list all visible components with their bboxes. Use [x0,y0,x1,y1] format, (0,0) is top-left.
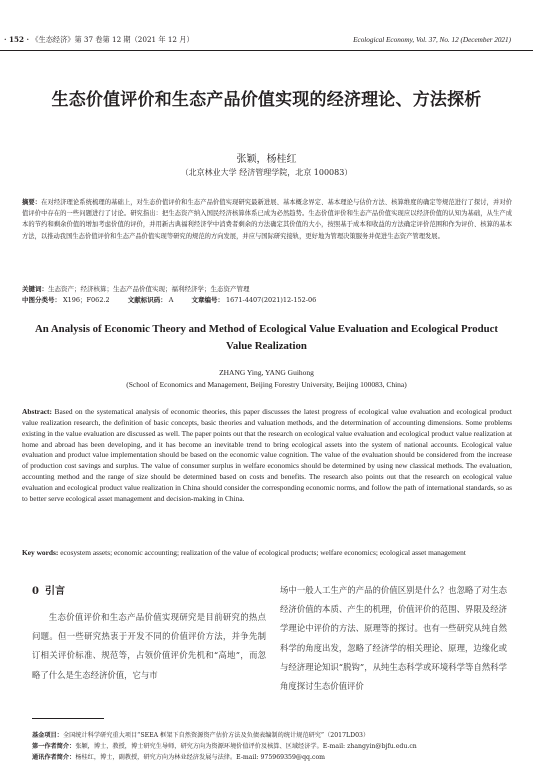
keywords-en [22,548,512,559]
keywords-cn [22,284,512,295]
abstract-en [22,407,512,505]
abstract-cn-text: 在对经济理论系统梳理的基础上，对生态价值评价和生态产品价值实现研究最新进展、基本概念界定、基本理论与估价方法、核算维度的确定等规范进行了探讨，并对价值评价中存在的一些问题进行了讨论。研究指出：把生态资产纳入国民经济核算体系已成为必然趋势。生态价值评价和生态产品价值实现应以经济价值的认知为基础，从生产成本的节约和剩余价值的增加考虑价值的评价，并用新古典福利经济学中消费者剩余的方法确定其价值的大小，按照基于成本和收益的方法确定评价范围和作为评价、核算的基本方法，以推动我国生态价值评价和生态产品价值实现等研究的规范的方向发展，并应与国际研究接轨，更好地为管理决策服务并促进生态资产管理发展。 [22,199,513,240]
article-no-value: 1671-4407(2021)12-152-06 [226,296,317,304]
body-column-right [280,581,507,696]
header-rule [0,50,533,51]
keywords-en-text: ecosystem assets; economic accounting; realization of the value of ecological products; welfare economics; ecological asset management [60,548,466,557]
doc-code-label: 文献标识码： [127,296,167,304]
journal-issue-en: Ecological Economy, Vol. 37, No. 12 (December 2021) [353,36,511,44]
section-heading [32,584,266,600]
first-author-text: 张颖，博士，教授，博士研究生导师，研究方向为资源环境价值评价及核算、区域经济学。E-mail: zhangyin@bjfu.edu.cn [75,743,417,750]
abstract-cn-label: 摘要： [22,199,42,206]
fund-label: 基金项目： [32,732,63,739]
title-en: An Analysis of Economic Theory and Method of Ecological Value Evaluation and Ecological Product Value Realization [34,323,498,352]
title-cn: 生态价值评价和生态产品价值实现的经济理论、方法探析 [51,90,482,110]
abstract-cn [22,197,512,242]
page-number: · 152 · [4,35,30,44]
corr-author-text: 杨桂红，博士，副教授，研究方向为林业经济发展与法律。E-mail: 975969359@qq.com [75,754,326,761]
body-paragraph-right: 场中一般人工生产的产品的价值区别是什么？也忽略了对生态经济价值的本质、产生的机理，价值评价的范围、界限及经济学理论中评价的方法、原理等的探讨。也有一些研究从纯自然科学的角度出发，忽略了经济学的相关理论、原理，边缘化或与经济理论知识“脱钩”，从纯生态科学或环境科学等自然科学角度探讨生态价值评价 [280,585,507,692]
keywords-cn-text: 生态资产；经济核算；生态产品价值实现；福利经济学；生态资产管理 [48,285,250,293]
body-column-left [32,584,266,693]
keywords-en-label: Key words: [22,548,59,557]
affiliation-cn: （北京林业大学 经济管理学院，北京 100083） [180,168,353,177]
clc-value: X196；F062.2 [63,296,110,304]
footnote-fund [32,731,522,741]
section-number: 0 [32,586,39,597]
affiliation-en: (School of Economics and Management, Beijing Forestry University, Beijing 100083, China) [126,380,407,389]
running-header [0,33,533,47]
first-author-label: 第一作者简介： [32,743,76,750]
authors-en: ZHANG Ying, YANG Guihong [219,368,314,377]
article-no-label: 文章编号： [191,296,225,304]
authors-cn: 张颖，杨桂红 [236,154,297,165]
footnote-first-author [32,742,522,752]
section-title: 引言 [44,586,65,597]
footnote-corresponding-author [32,753,522,763]
abstract-en-text: Based on the systematical analysis of economic theories, this paper discusses the latest progress of ecological value evaluation and ecological product value realization research, the definition of basic concepts, basic theories and valuation methods, and the determination of accounting dimensions. Some problems existing in the value evaluation are discussed as well. The paper points out that the research on ecological value evaluation and ecological product value realization at home and abroad has been developing, and it has become an inevitable trend to bring ecological assets into the system of national accounts. Ecological value evaluation and product value implementation should be based on the economic value cognition. The value of the evaluation should be considered from the increase of production cost savings and surplus. The value of consumer surplus in welfare economics should be determined by using new classical methods. The evaluation, accounting method and the range of size should be determined based on costs and benefits. The research also points out that the research on ecological value evaluation and ecological product value realization in China should consider the corresponding economic norms, and follow the path of international standards, so as to better serve ecological asset management and decision-making in China. [22,407,512,503]
footnote-rule [32,718,104,719]
classification-line [22,295,512,306]
keywords-cn-label: 关键词： [22,285,48,293]
journal-issue-cn: 《生态经济》第 37 卷第 12 期（2021 年 12 月） [31,35,194,44]
fund-text: 全国统计科学研究重大项目“SEEA 框架下自然资源资产估价方法及负债表编制的统计规范研究”（2017LD03） [62,732,370,739]
abstract-en-label: Abstract: [22,407,52,416]
clc-label: 中图分类号： [22,296,61,304]
body-paragraph-left: 生态价值评价和生态产品价值实现研究是目前研究的热点问题。但一些研究热衷于开发不同的价值评价方法，并争先制订相关评价标准、规范等，占领价值评价先机和“高地”，而忽略了什么是生态经济价值，它与市 [32,612,266,680]
header-left [4,33,194,47]
corr-author-label: 通讯作者简介： [32,754,76,761]
doc-code-value: A [168,296,174,304]
